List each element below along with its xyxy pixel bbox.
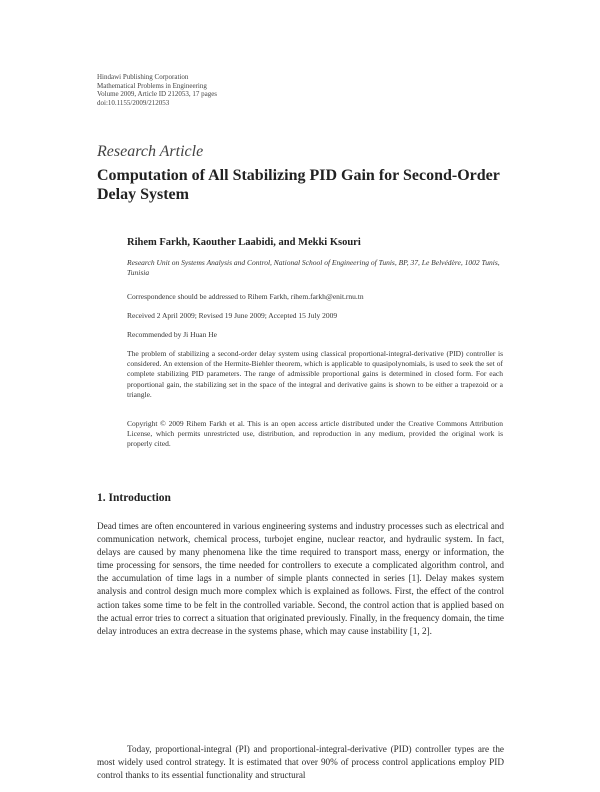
paper-title: Computation of All Stabilizing PID Gain for Second-Order Delay System [97, 167, 500, 203]
intro-paragraph: Today, proportional-integral (PI) and proportional-integral-derivative (PID) controller types are the most widely used control strategy. It is estimated that over 90% of process control applications employ PID control thanks to its essential functionality and structural [97, 744, 504, 781]
article-type: Research Article [97, 143, 204, 160]
intro-paragraph: Dead times are often encountered in various engineering systems and industry processes such as electrical and communication network, chemical process, turbojet engine, nuclear reactor, and hydraulic system. In fact, delays are caused by many phenomena like the time required to transport mass, energy or information, the time processing for sensors, the time needed for controllers to execute a complicated algorithm control, and the accumulation of time lags in a number of simple plants connected in series [1]. Delay makes system analysis and control design much more complex which is explained as follows. First, the effect of the control action takes some time to be felt in the controlled variable. Second, the control action that is applied based on the actual error tries to correct a situation that originated previously. Finally, in the frequency domain, the time delay introduces an extra decrease in the systems phase, which may cause instability [1, 2]. [97, 521, 504, 636]
volume-line: Volume 2009, Article ID 212053, 17 pages [97, 90, 218, 98]
correspondence: Correspondence should be addressed to Rihem Farkh, rihem.farkh@enit.rnu.tn [127, 292, 364, 301]
abstract: The problem of stabilizing a second-order delay system using classical proportional-integral-derivative (PID) controller is considered. An extension of the Hermite-Biehler theorem, which is applicable to quasipolynomials, is used to seek the set of complete stabilizing PID parameters. The range of admissible proportional gains is determined in closed form. For each proportional gain, the stabilizing set in the space of the integral and derivative gains is shown to be either a trapezoid or a triangle. [127, 349, 503, 399]
doi-line[interactable]: doi:10.1155/2009/212053 [97, 98, 170, 107]
dates: Received 2 April 2009; Revised 19 June 2009; Accepted 15 July 2009 [127, 311, 338, 320]
section-heading: 1. Introduction [97, 492, 171, 504]
authors: Rihem Farkh, Kaouther Laabidi, and Mekki Ksouri [127, 237, 361, 248]
publisher-line: Hindawi Publishing Corporation [97, 73, 189, 81]
journal-line: Mathematical Problems in Engineering [97, 81, 207, 90]
copyright: Copyright © 2009 Rihem Farkh et al. This is an open access article distributed under the Creative Commons Attribution License, which permits unrestricted use, distribution, and reproduction in any medium, provided the original work is properly cited. [127, 419, 503, 449]
affiliation: Research Unit on Systems Analysis and Control, National School of Engineering of Tunis, BP, 37, Le Belvédère, 1002 Tunis, Tunisia [127, 258, 500, 277]
recommended-by: Recommended by Ji Huan He [127, 330, 217, 339]
